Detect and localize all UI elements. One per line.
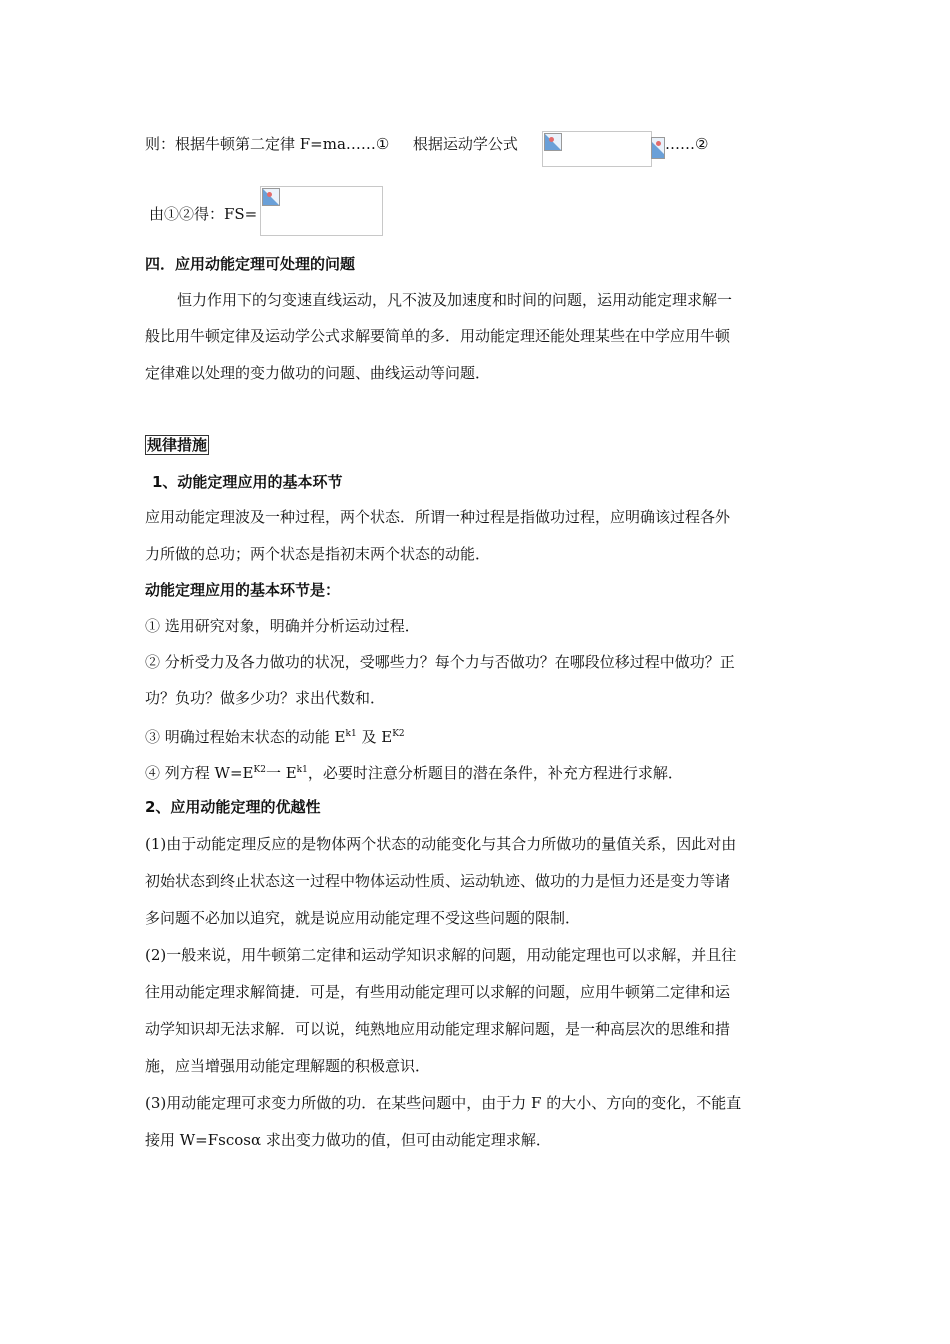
paragraph-line: 力所做的总功；两个状态是指初末两个状态的动能． bbox=[145, 545, 491, 563]
steps-heading: 动能定理应用的基本环节是： bbox=[145, 581, 341, 599]
paragraph-line: (2)一般来说，用牛顿第二定律和运动学知识求解的问题，用动能定理也可以求解，并且往 bbox=[145, 946, 737, 964]
formula-image-1 bbox=[542, 131, 652, 167]
equation-2-marker: ……② bbox=[665, 135, 709, 153]
paragraph-line: 动学知识却无法求解．可以说，纯熟地应用动能定理求解问题，是一种高层次的思维和措 bbox=[145, 1020, 731, 1038]
broken-image-icon bbox=[651, 137, 665, 159]
step-2-line: ② 分析受力及各力做功的状况，受哪些力？每个力与否做功？在哪段位移过程中做功？正 bbox=[145, 653, 735, 671]
section-heading: 四．应用动能定理可处理的问题 bbox=[145, 255, 356, 273]
step-1: ① 选用研究对象，明确并分析运动过程． bbox=[145, 617, 420, 635]
kinematics-text: 根据运动学公式 bbox=[412, 135, 518, 153]
step-2-line: 功？负功？做多少功？求出代数和． bbox=[145, 689, 386, 707]
formula-image-2 bbox=[260, 186, 383, 236]
paragraph-line: 接用 W=Fscosα 求出变力做功的值，但可由动能定理求解． bbox=[145, 1131, 551, 1149]
broken-image-icon bbox=[262, 188, 280, 206]
formula-line bbox=[145, 134, 518, 154]
paragraph-line: 恒力作用下的匀变速直线运动，凡不波及加速度和时间的问题，运用动能定理求解一 bbox=[177, 291, 733, 309]
subheading-2: 2、应用动能定理的优越性 bbox=[145, 798, 321, 816]
paragraph-line: 多问题不必加以追究，就是说应用动能定理不受这些问题的限制． bbox=[145, 909, 581, 927]
paragraph-line: (3)用动能定理可求变力所做的功．在某些问题中，由于力 F 的大小、方向的变化，不能直 bbox=[145, 1094, 742, 1112]
fs-text: 由①②得：FS= bbox=[149, 205, 258, 223]
broken-image-icon bbox=[544, 133, 562, 151]
subheading-1: 1、动能定理应用的基本环节 bbox=[152, 473, 343, 491]
paragraph-line: 应用动能定理波及一种过程，两个状态．所谓一种过程是指做功过程，应明确该过程各外 bbox=[145, 508, 731, 526]
paragraph-line: (1)由于动能定理反应的是物体两个状态的动能变化与其合力所做功的量值关系，因此对由 bbox=[145, 835, 737, 853]
newton-law-text: 则：根据牛顿第二定律 F=ma……① bbox=[145, 135, 390, 153]
paragraph-line: 般比用牛顿定律及运动学公式求解要简单的多．用动能定理还能处理某些在中学应用牛顿 bbox=[145, 327, 731, 345]
paragraph-line: 往用动能定理求解简捷．可是，有些用动能定理可以求解的问题，应用牛顿第二定律和运 bbox=[145, 983, 731, 1001]
step-4: ④ 列方程 $W=E^{K2}$一 $E^{k1}$，必要时注意分析题目的潜在条件，补充方程进行求解． bbox=[145, 764, 683, 782]
paragraph-line: 初始状态到终止状态这一过程中物体运动性质、运动轨迹、做功的力是恒力还是变力等诸 bbox=[145, 872, 731, 890]
boxed-title: 规律措施 bbox=[147, 436, 208, 454]
paragraph-line: 施，应当增强用动能定理解题的积极意识． bbox=[145, 1057, 431, 1075]
step-3: ③ 明确过程始末状态的动能 $E^{k1}$ 及 $E^{K2}$ bbox=[145, 728, 405, 746]
paragraph-line: 定律难以处理的变力做功的问题、曲线运动等问题． bbox=[145, 364, 491, 382]
